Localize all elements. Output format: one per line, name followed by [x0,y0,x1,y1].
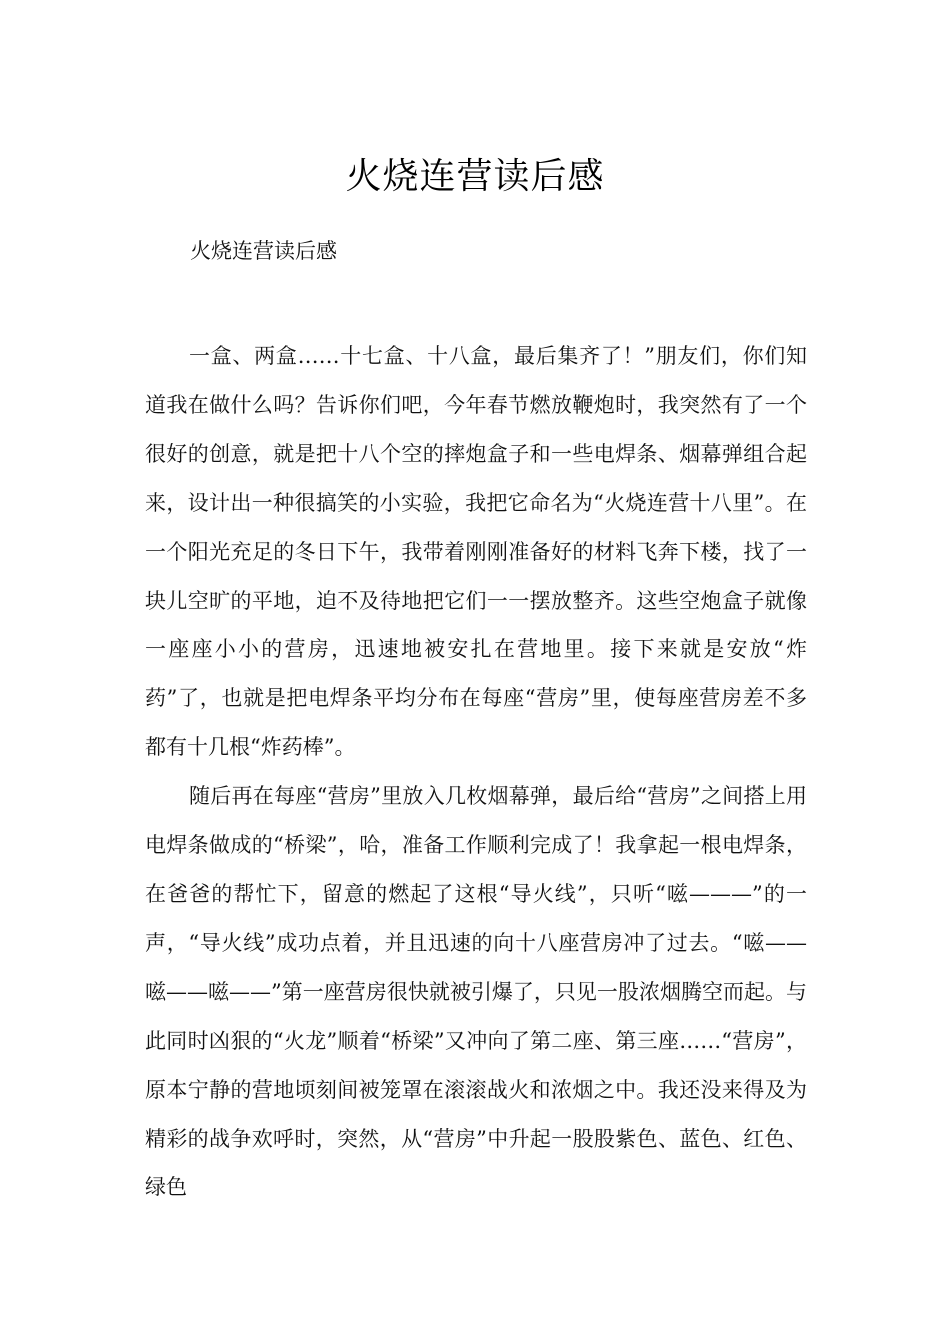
document-title: 火烧连营读后感 [345,156,605,198]
document-subtitle: 火烧连营读后感 [190,239,337,263]
body-paragraph-2: 随后再在每座“营房”里放入几枚烟幕弹，最后给“营房”之间搭上用电焊条做成的“桥梁”，哈，准备工作顺利完成了！我拿起一根电焊条，在爸爸的帮忙下，留意的燃起了这根“导火线”，只听“嗞———”的一声，“导火线”成功点着，并且迅速的向十八座营房冲了过去。“嗞——嗞——嗞——”第一座营房很快就被引爆了，只见一股浓烟腾空而起。与此同时凶狠的“火龙”顺着“桥梁”又冲向了第二座、第三座……“营房”，原本宁静的营地顷刻间被笼罩在滚滚战火和浓烟之中。我还没来得及为精彩的战争欢呼时，突然，从“营房”中升起一股股紫色、蓝色、红色、绿色 [145,784,807,1200]
document-body [145,332,807,1212]
body-paragraph-1: 一盒、两盒……十七盒、十八盒，最后集齐了！”朋友们，你们知道我在做什么吗？告诉你们吧，今年春节燃放鞭炮时，我突然有了一个很好的创意，就是把十八个空的摔炮盒子和一些电焊条、烟幕弹组合起来，设计出一种很搞笑的小实验，我把它命名为“火烧连营十八里”。在一个阳光充足的冬日下午，我带着刚刚准备好的材料飞奔下楼，找了一块儿空旷的平地，迫不及待地把它们一一摆放整齐。这些空炮盒子就像一座座小小的营房，迅速地被安扎在营地里。接下来就是安放“炸药”了，也就是把电焊条平均分布在每座“营房”里，使每座营房差不多都有十几根“炸药棒”。 [145,344,807,760]
